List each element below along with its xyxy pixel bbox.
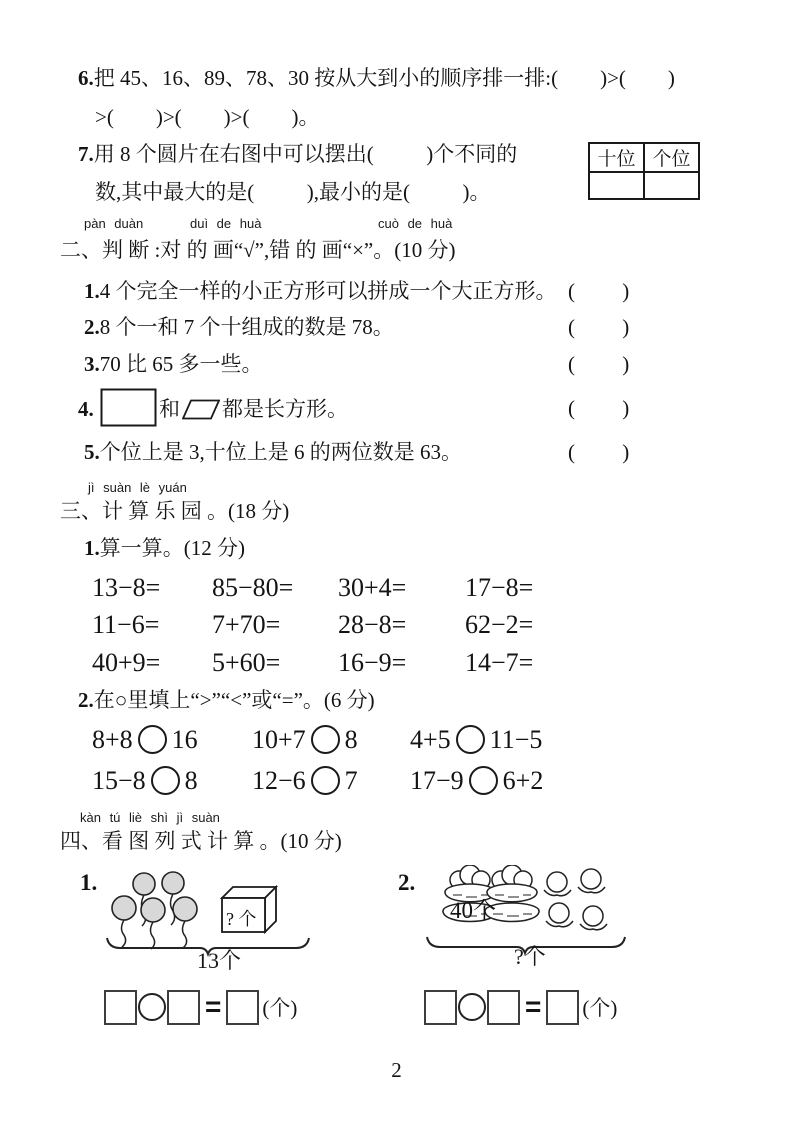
judge-item-4-mid: 和 <box>159 397 180 421</box>
compare-right: 11−5 <box>489 724 543 754</box>
place-header-ones: 个位 <box>644 143 699 172</box>
sec3-sub2-text: 在○里填上“>”“<”或“=”。(6 分) <box>93 688 375 712</box>
compare-cell <box>92 725 198 754</box>
q6-line2: >( )>( )>( )。 <box>95 105 320 129</box>
q6-text: 把 45、16、89、78、30 按从大到小的顺序排一排:( )>( ) <box>93 66 675 90</box>
equals-sign: = <box>525 991 542 1022</box>
calc-cell: 11−6= <box>92 610 160 639</box>
fig2-number: 2. <box>398 870 416 895</box>
answer-box <box>104 990 137 1025</box>
sec2-pinyin-3: cuò de huà <box>378 216 453 231</box>
judge-answer-4: ( ) <box>568 396 630 420</box>
judge-item-3-text: 70 比 65 多一些。 <box>99 352 263 376</box>
fig2-brace-label: ?个 <box>514 944 546 969</box>
q7-number: 7. <box>78 142 94 166</box>
calc-cell: 30+4= <box>338 573 407 602</box>
compare-circle <box>151 766 180 795</box>
calc-cell: 17−8= <box>465 573 534 602</box>
compare-left: 17−9 <box>410 765 464 795</box>
compare-right: 6+2 <box>502 765 544 795</box>
sec4-title: 四、看 图 列 式 计 算 。(10 分) <box>60 829 342 853</box>
unit-label: (个) <box>262 996 298 1020</box>
compare-circle <box>456 725 485 754</box>
sec3-pinyin: jì suàn lè yuán <box>88 480 187 495</box>
calc-cell: 5+60= <box>212 648 281 677</box>
answer-box <box>487 990 520 1025</box>
equation-2 <box>424 988 617 1026</box>
compare-cell <box>410 766 543 795</box>
calc-cell: 28−8= <box>338 610 407 639</box>
compare-left: 12−6 <box>252 765 306 795</box>
compare-right: 16 <box>171 724 198 754</box>
compare-right: 8 <box>184 765 198 795</box>
judge-item-5-text: 个位上是 3,十位上是 6 的两位数是 63。 <box>99 440 462 464</box>
sec3-sub1-text: 算一算。(12 分) <box>99 536 245 560</box>
page-number: 2 <box>391 1058 402 1082</box>
compare-circle <box>311 725 340 754</box>
compare-cell <box>92 766 198 795</box>
parallelogram-shape <box>182 399 220 420</box>
calc-cell: 14−7= <box>465 648 534 677</box>
judge-answer-5: ( ) <box>568 440 630 464</box>
sec2-pinyin-2: duì de huà <box>190 216 262 231</box>
unit-label: (个) <box>582 996 618 1020</box>
box-label: ? 个 <box>226 909 257 929</box>
judge-item-1-text: 4 个完全一样的小正方形可以拼成一个大正方形。 <box>99 279 557 303</box>
judge-answer-2: ( ) <box>568 315 630 339</box>
judge-item-4-number: 4. <box>78 397 94 421</box>
sec3-sub1 <box>84 536 245 560</box>
q7-text: 用 8 个圆片在右图中可以摆出( )个不同的 <box>93 142 518 166</box>
calc-cell: 16−9= <box>338 648 407 677</box>
place-cell-ones-blank <box>644 172 699 199</box>
judge-item-4-text: 都是长方形。 <box>222 397 348 421</box>
sec4-pinyin: kàn tú liè shì jì suàn <box>80 810 220 825</box>
answer-box <box>226 990 259 1025</box>
place-cell-tens-blank <box>589 172 644 199</box>
judge-answer-3: ( ) <box>568 352 630 376</box>
compare-circle <box>138 725 167 754</box>
single-buns <box>544 869 607 930</box>
calc-cell: 40+9= <box>92 648 161 677</box>
fig2-buns-illustration <box>420 865 710 957</box>
sec3-sub1-number: 1. <box>84 536 100 560</box>
judge-item-5-number: 5. <box>84 440 100 464</box>
calc-cell: 13−8= <box>92 573 161 602</box>
compare-left: 10+7 <box>252 724 306 754</box>
compare-cell <box>252 725 358 754</box>
compare-cell <box>252 766 358 795</box>
sec3-title: 三、计 算 乐 园 。(18 分) <box>60 499 290 523</box>
judge-item-2-text: 8 个一和 7 个十组成的数是 78。 <box>99 315 394 339</box>
q7-line1 <box>78 142 517 166</box>
compare-left: 4+5 <box>410 724 451 754</box>
judge-item-5 <box>84 440 462 464</box>
judge-item-3-number: 3. <box>84 352 100 376</box>
sec3-sub2 <box>78 688 375 712</box>
q6-number: 6. <box>78 66 94 90</box>
place-header-tens: 十位 <box>589 143 644 172</box>
sec2-pinyin-1: pàn duàn <box>84 216 144 231</box>
answer-box <box>424 990 457 1025</box>
operator-circle <box>458 993 486 1021</box>
balloons <box>112 872 197 922</box>
compare-right: 8 <box>344 724 358 754</box>
equation-1 <box>104 988 297 1026</box>
basket-count-label: 40个 <box>450 898 496 923</box>
sec3-sub2-number: 2. <box>78 688 94 712</box>
compare-circle <box>469 766 498 795</box>
judge-item-2-number: 2. <box>84 315 100 339</box>
judge-item-1 <box>84 279 557 303</box>
compare-left: 8+8 <box>92 724 133 754</box>
compare-right: 7 <box>344 765 358 795</box>
fig1-number: 1. <box>80 870 98 895</box>
judge-item-3 <box>84 352 263 376</box>
sec2-title: 二、判 断 :对 的 画“√”,错 的 画“×”。(10 分) <box>60 238 456 262</box>
judge-item-2 <box>84 315 394 339</box>
judge-answer-1: ( ) <box>568 279 630 303</box>
q6-line1 <box>78 66 675 90</box>
compare-circle <box>311 766 340 795</box>
q7-line2: 数,其中最大的是( ),最小的是( )。 <box>95 180 491 204</box>
answer-box <box>167 990 200 1025</box>
calc-cell: 7+70= <box>212 610 281 639</box>
compare-left: 15−8 <box>92 765 146 795</box>
answer-box <box>546 990 579 1025</box>
equals-sign: = <box>205 991 222 1022</box>
place-value-table <box>588 142 700 200</box>
rectangle-shape <box>100 388 157 427</box>
compare-cell <box>410 725 542 754</box>
calc-cell: 85−80= <box>212 573 294 602</box>
judge-item-1-number: 1. <box>84 279 100 303</box>
operator-circle <box>138 993 166 1021</box>
fig1-brace-label: 13个 <box>197 948 242 973</box>
calc-cell: 62−2= <box>465 610 534 639</box>
